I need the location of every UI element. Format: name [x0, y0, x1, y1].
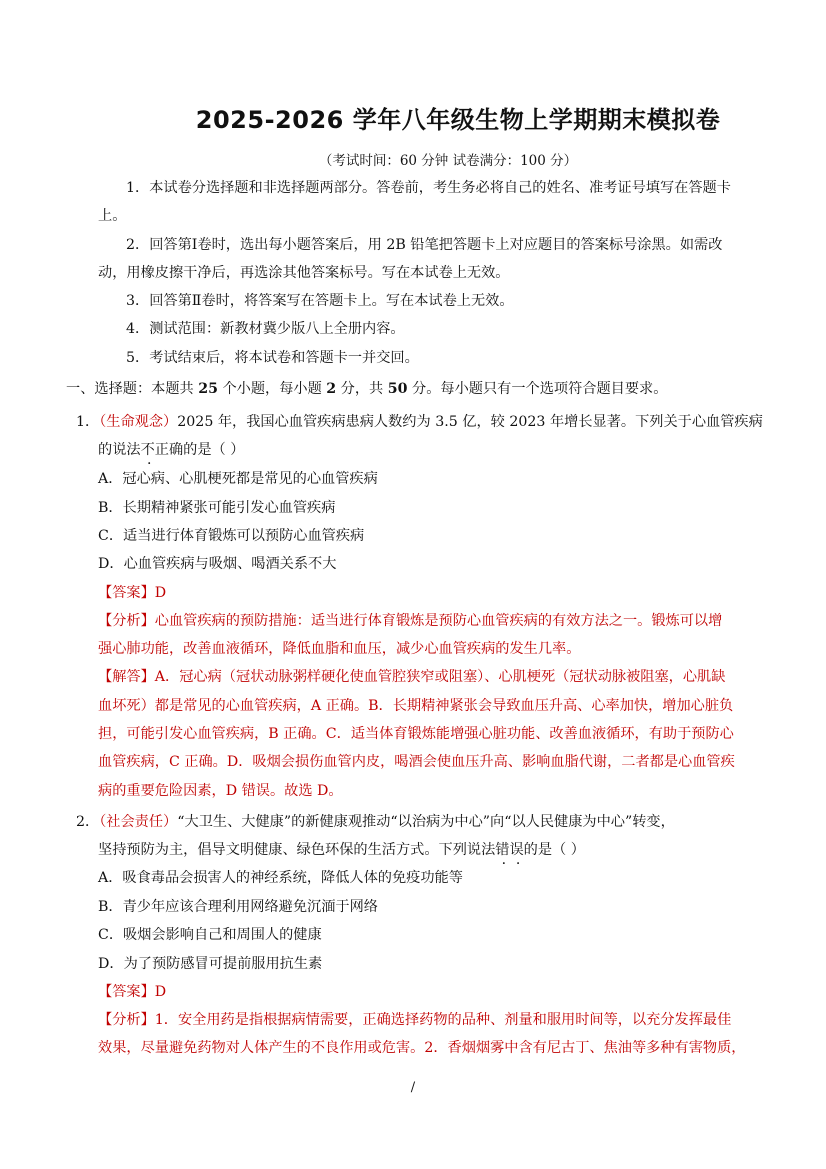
instruction-1-cont: 上。: [98, 208, 127, 224]
question-2-stem-cont: 坚持预防为主，倡导文明健康、绿色环保的生活方式。下列说法错误的是（ ）: [98, 842, 585, 858]
question-2-tag: （社会责任）: [99, 814, 178, 830]
instruction-2-cont: 动，用橡皮擦干净后，再选涂其他答案标号。写在本试卷上无效。: [98, 265, 510, 281]
question-1-answer: 【答案】D: [98, 585, 167, 601]
instruction-4: 4．测试范围：新教材冀少版八上全册内容。: [126, 321, 405, 337]
instruction-2: 2．回答第Ⅰ卷时，选出每小题答案后，用 2B 铅笔把答题卡上对应题目的答案标号涂黑。如需改: [126, 237, 723, 253]
question-1-solution-cont: 担，可能引发心血管疾病，B 正确。C．适当体育锻炼能增强心脏功能、改善血液循环，有助于预防心: [98, 726, 734, 742]
question-2-option-b: B．青少年应该合理利用网络避免沉湎于网络: [98, 899, 378, 915]
question-2-analysis: 【分析】1．安全用药是指根据病情需要，正确选择药物的品种、剂量和服用时间等，以充分发挥最佳: [98, 1012, 732, 1028]
question-1-option-d: D．心血管疾病与吸烟、喝酒关系不大: [98, 556, 337, 572]
emphasis-dot: 误: [509, 842, 524, 858]
question-1-solution-cont: 血坏死）都是常见的心血管疾病，A 正确。B．长期精神紧张会导致血压升高、心率加快，增加心脏负: [98, 698, 734, 714]
instruction-1: 1．本试卷分选择题和非选择题两部分。答卷前，考生务必将自己的姓名、准考证号填写在答题卡: [126, 180, 731, 196]
question-1-stem: 1．（生命观念）2025 年，我国心血管疾病患病人数约为 3.5 亿，较 2023 年增长显著。下列关于心血管疾病: [76, 414, 763, 430]
question-2-option-a: A．吸食毒品会损害人的神经系统，降低人体的免疫功能等: [98, 870, 463, 886]
question-1-solution: 【解答】A．冠心病（冠状动脉粥样硬化使血管腔狭窄或阻塞）、心肌梗死（冠状动脉被阻塞，心肌缺: [98, 669, 726, 685]
question-1-option-b: B．长期精神紧张可能引发心血管疾病: [98, 500, 336, 516]
question-2-stem: 2．（社会责任）“大卫生、大健康”的新健康观推动“以治病为中心”向“以人民健康为中心”转变，: [76, 814, 675, 830]
page-footer: /: [410, 1080, 416, 1095]
question-2-option-c: C．吸烟会影响自己和周围人的健康: [98, 927, 322, 943]
exam-subtitle: （考试时间：60 分钟 试卷满分：100 分）: [318, 153, 578, 169]
question-1-option-c: C．适当进行体育锻炼可以预防心血管疾病: [98, 528, 365, 544]
instruction-5: 5．考试结束后，将本试卷和答题卡一并交回。: [126, 350, 419, 366]
instruction-3: 3．回答第Ⅱ卷时，将答案写在答题卡上。写在本试卷上无效。: [126, 293, 514, 309]
question-1-tag: （生命观念）: [99, 414, 178, 430]
section-heading: 一、选择题：本题共 25 个小题，每小题 2 分，共 50 分。每小题只有一个选项符合题目要求。: [66, 381, 668, 397]
question-2-option-d: D．为了预防感冒可提前服用抗生素: [98, 956, 323, 972]
question-1-analysis-cont: 强心肺功能，改善血液循环，降低血脂和血压，减少心血管疾病的发生几率。: [98, 641, 581, 657]
emphasis-dot: 错: [495, 842, 510, 858]
page-title: 2025-2026 学年八年级生物上学期期末模拟卷: [195, 106, 721, 134]
question-1-solution-cont: 病的重要危险因素，D 错误。故选 D。: [98, 783, 343, 799]
question-1-option-a: A．冠心病、心肌梗死都是常见的心血管疾病: [98, 471, 378, 487]
question-1-analysis: 【分析】心血管疾病的预防措施：适当进行体育锻炼是预防心血管疾病的有效方法之一。锻炼可以增: [98, 613, 723, 629]
question-1-solution-cont: 血管疾病，C 正确。D．吸烟会损伤血管内皮，喝酒会使血压升高、影响血脂代谢，二者都是心血管疾: [98, 754, 735, 770]
question-2-answer: 【答案】D: [98, 984, 167, 1000]
question-1-stem-cont: 的说法不正确的是（ ）: [98, 442, 245, 458]
emphasis-dot: 不: [140, 442, 155, 458]
question-2-analysis-cont: 效果，尽量避免药物对人体产生的不良作用或危害。2．香烟烟雾中含有尼古丁、焦油等多种有害物质，: [98, 1040, 746, 1056]
